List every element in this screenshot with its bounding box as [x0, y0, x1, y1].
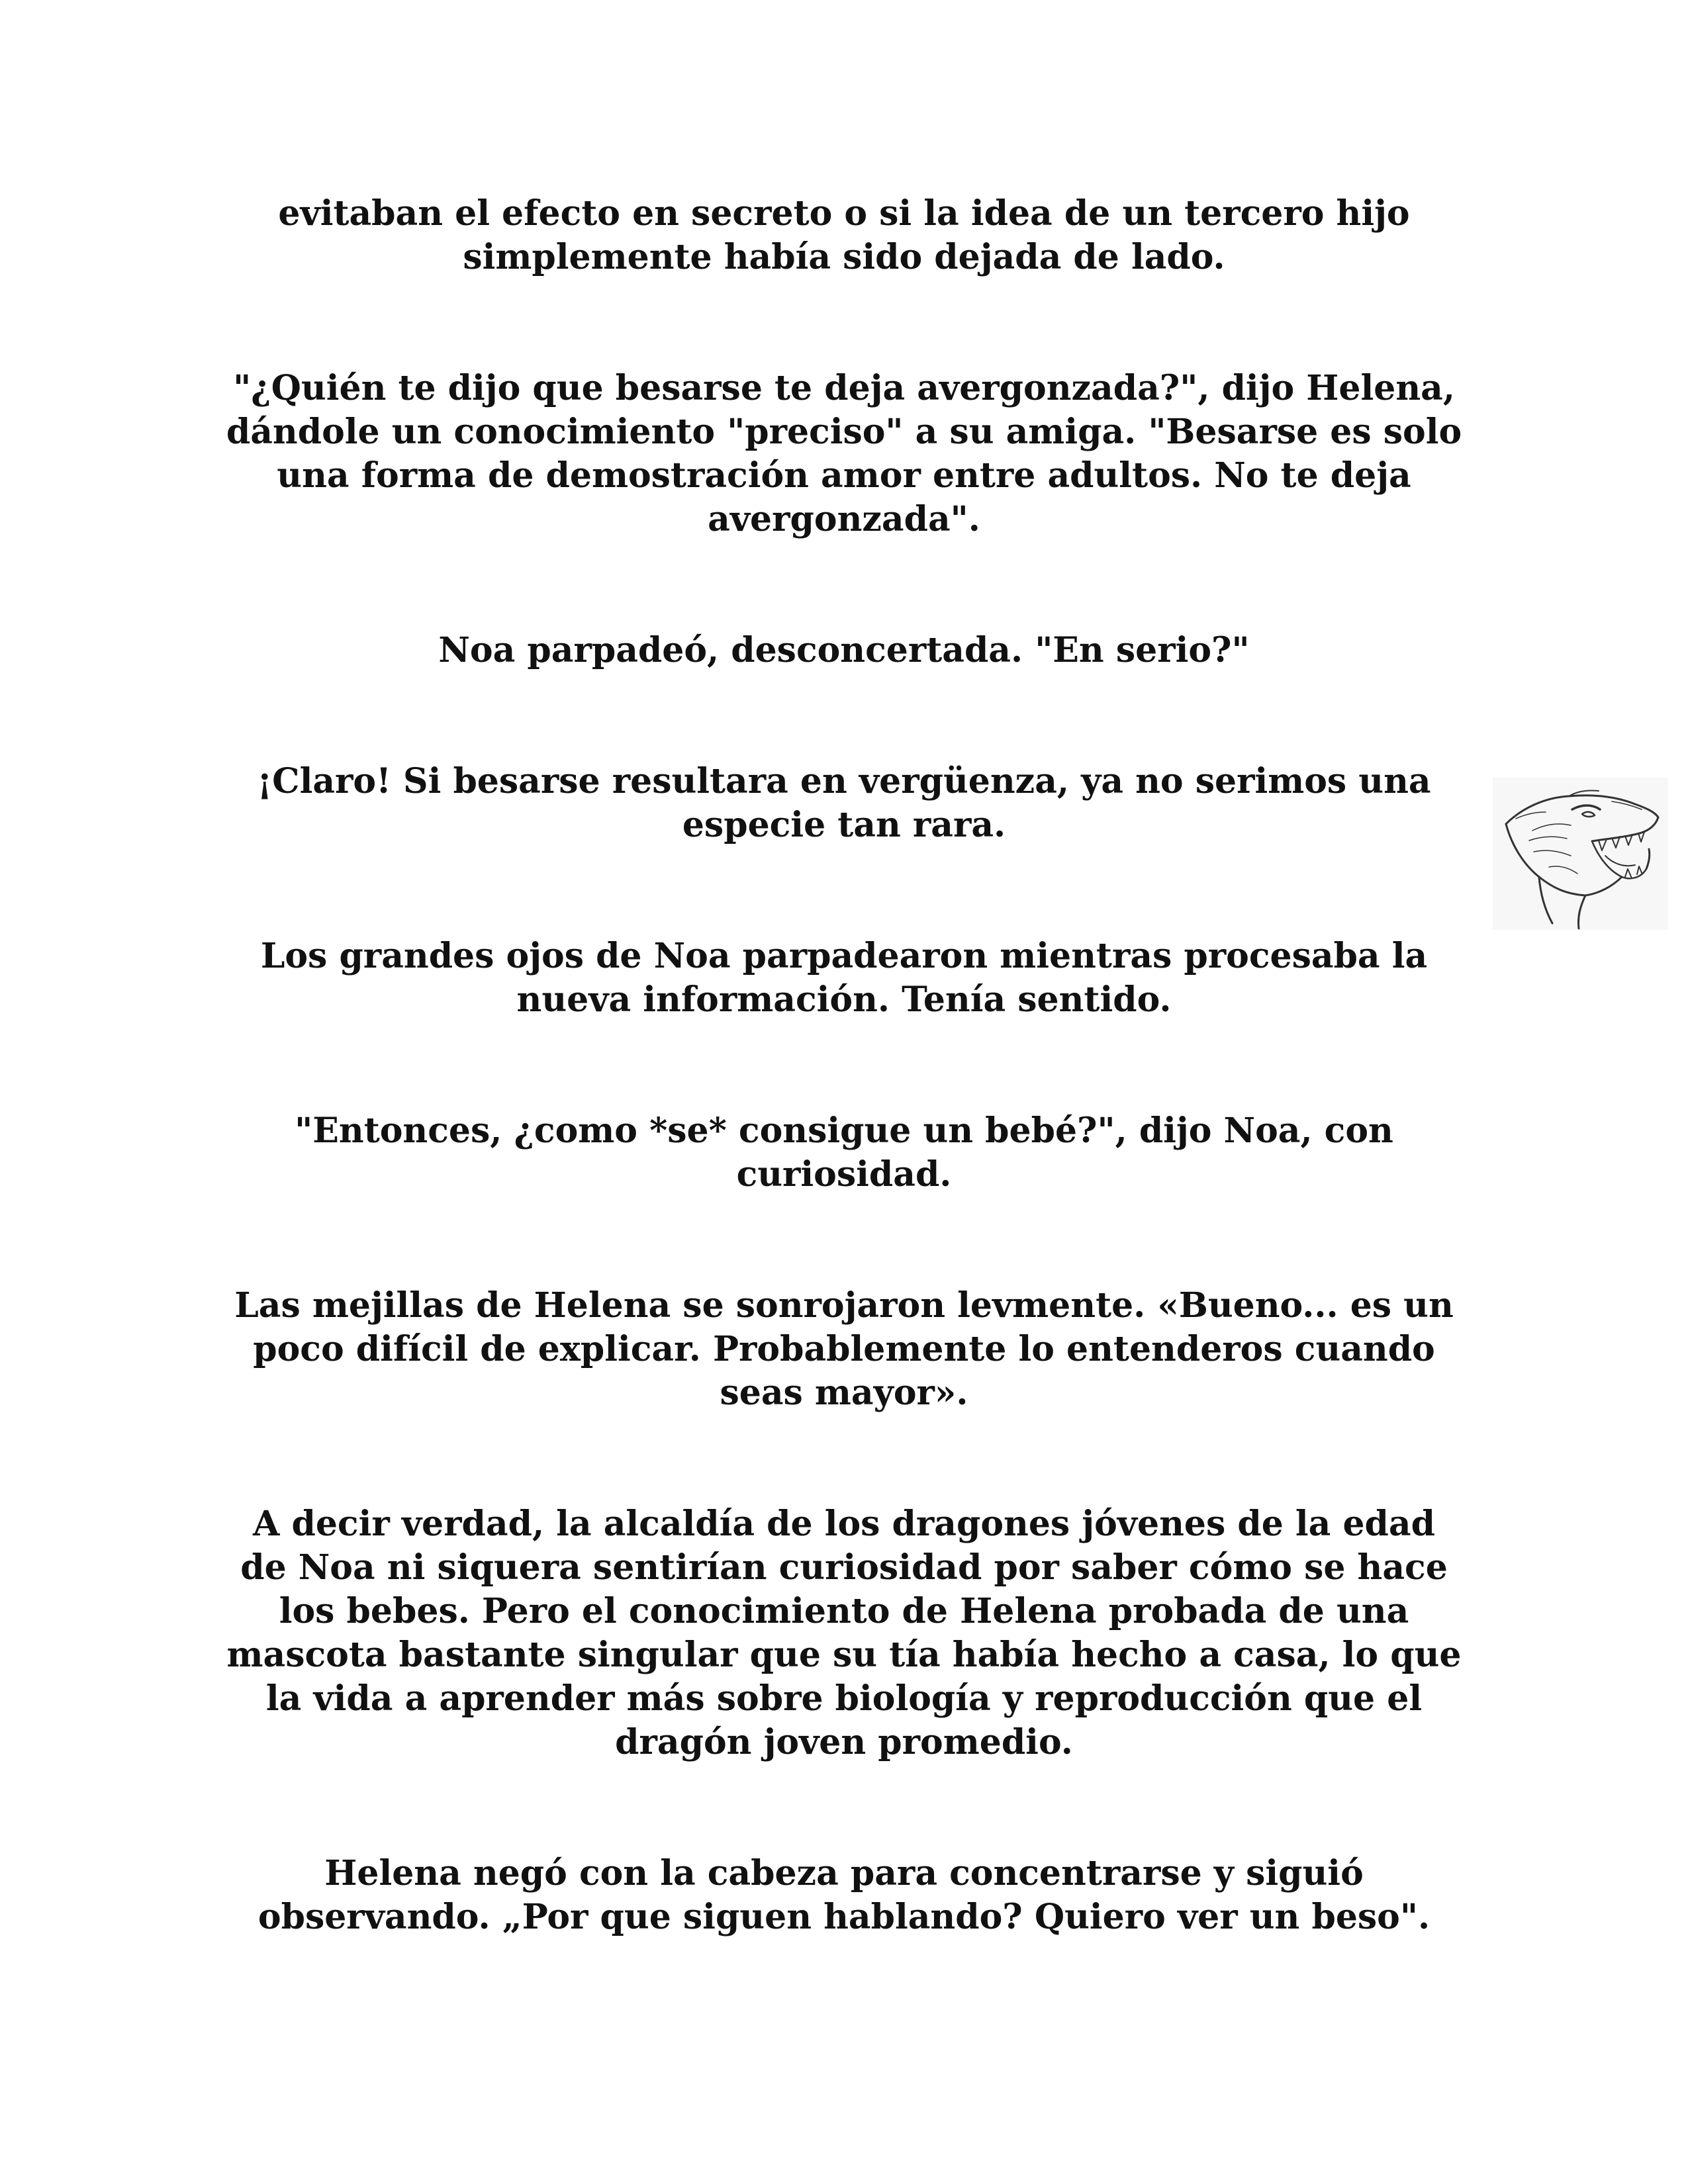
paragraph: Las mejillas de Helena se sonrojaron levmente. «Bueno... es un poco difícil de explicar. Probablemente lo entenderos cuando seas mayor».	[234, 1285, 1454, 1413]
paragraph: Helena negó con la cabeza para concentrarse y siguió observando. „Por que siguen hablando? Quiero ver un beso".	[258, 1853, 1430, 1937]
paragraph: Los grandes ojos de Noa parpadearon mientras procesaba la nueva información. Tenía sentido.	[260, 936, 1428, 1020]
paragraph: A decir verdad, la alcaldía de los dragones jóvenes de la edad de Noa ni siquera sentirían curiosidad por saber cómo se hace los bebes. Pero el conocimiento de Helena probada de una mascota bastante singular que su tía había hecho a casa, lo que la vida a aprender más sobre biología y reproducción que el dragón joven promedio.	[226, 1504, 1462, 1762]
dinosaur-head-sketch-icon	[1493, 778, 1668, 930]
paragraph: "Entonces, ¿como *se* consigue un bebé?", dijo Noa, con curiosidad.	[295, 1111, 1393, 1195]
paragraph: Noa parpadeó, desconcertada. "En serio?"	[438, 630, 1250, 670]
paragraph: "¿Quién te dijo que besarse te deja avergonzada?", dijo Helena, dándole un conocimiento "preciso" a su amiga. "Besarse es solo una forma de demostración amor entre adultos. No te deja avergonzada".	[226, 368, 1462, 539]
paragraph: ¡Claro! Si besarse resultara en vergüenza, ya no serimos una especie tan rara.	[257, 761, 1431, 845]
paragraph: evitaban el efecto en secreto o si la idea de un tercero hijo simplemente había sido dejada de lado.	[278, 193, 1410, 277]
story-text	[225, 192, 1463, 1939]
